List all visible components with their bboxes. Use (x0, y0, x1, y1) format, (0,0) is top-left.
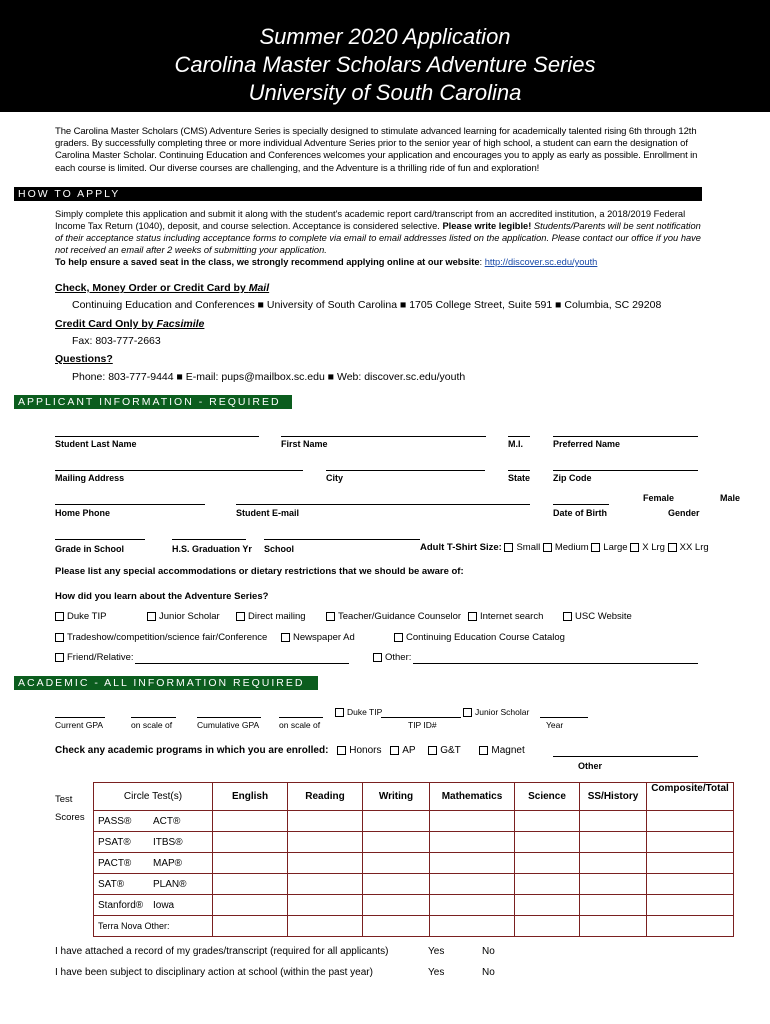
school-line[interactable] (264, 539, 420, 540)
grade-label: Grade in School (55, 544, 125, 554)
source-direct-mailing[interactable] (236, 611, 306, 622)
dob-line[interactable] (553, 504, 609, 505)
learn-question: How did you learn about the Adventure Series? (55, 591, 269, 602)
discipline-yes[interactable]: Yes (428, 967, 445, 978)
score-cell[interactable] (363, 811, 430, 832)
score-cell[interactable] (580, 832, 647, 853)
score-cell[interactable] (213, 874, 288, 895)
checkbox-icon (373, 653, 382, 662)
tshirt-xlrg-label: X Lrg (642, 542, 665, 553)
score-cell[interactable] (580, 895, 647, 916)
score-cell[interactable] (288, 811, 363, 832)
current-gpa-label: Current GPA (55, 720, 104, 730)
grade-line[interactable] (55, 539, 145, 540)
program-other-label: Other (578, 761, 603, 771)
accommodations-question: Please list any special accommodations or dietary restrictions that we should be aware of: (55, 566, 464, 577)
th-mathematics: Mathematics (430, 783, 515, 811)
source-label: Teacher/Guidance Counselor (338, 611, 462, 622)
score-cell[interactable] (288, 895, 363, 916)
junior-scholar-option[interactable] (463, 707, 529, 717)
score-cell[interactable] (580, 853, 647, 874)
test-option-cell[interactable] (94, 895, 213, 916)
score-cell[interactable] (430, 832, 515, 853)
contact-info: Phone: 803-777-9444 ■ E-mail: pups@mailbox.sc.edu ■ Web: discover.sc.edu/youth (72, 371, 466, 383)
fax-heading-facsimile: Facsimile (156, 318, 205, 330)
header-title-line3: University of South Carolina (248, 80, 522, 105)
checkbox-icon (630, 543, 639, 552)
checkbox-icon (326, 612, 335, 621)
attached-yes[interactable]: Yes (428, 946, 445, 957)
city-label: City (326, 473, 344, 483)
source-duke-tip[interactable] (55, 611, 106, 622)
score-cell[interactable] (515, 874, 580, 895)
score-cell[interactable] (430, 853, 515, 874)
score-cell[interactable] (213, 916, 288, 937)
page-header (0, 0, 770, 112)
score-cell[interactable] (647, 895, 734, 916)
questions-heading: Questions? (55, 353, 113, 365)
score-cell[interactable] (363, 895, 430, 916)
score-cell[interactable] (288, 853, 363, 874)
zip-line[interactable] (553, 470, 698, 471)
first-name-label: First Name (281, 439, 328, 449)
score-cell[interactable] (213, 895, 288, 916)
source-label: Tradeshow/competition/science fair/Conference (67, 632, 268, 643)
gender-label: Gender (668, 508, 700, 518)
cumulative-gpa-line[interactable] (197, 717, 261, 718)
hs-grad-label: H.S. Graduation Yr (172, 544, 252, 554)
mail-address: Continuing Education and Conferences ■ University of South Carolina ■ 1705 College Street, Suite 591 ■ Columbia, SC 29208 (72, 299, 662, 311)
junior-scholar-label: Junior Scholar (475, 707, 530, 717)
mi-label: M.I. (508, 439, 523, 449)
source-usc-website[interactable] (563, 611, 632, 622)
scale-2-line[interactable] (279, 717, 323, 718)
source-label: USC Website (575, 611, 632, 622)
how-to-apply-online: To help ensure a saved seat in the class, we strongly recommend applying online at our website (55, 257, 480, 267)
source-catalog[interactable] (394, 632, 565, 643)
hs-grad-line[interactable] (172, 539, 246, 540)
programs-group (55, 745, 525, 756)
zip-label: Zip Code (553, 473, 592, 483)
tshirt-xxlrg[interactable] (668, 542, 709, 553)
tshirt-size-group (420, 542, 709, 553)
score-cell[interactable] (288, 832, 363, 853)
program-ap[interactable] (390, 745, 415, 756)
test-option-cell[interactable] (94, 832, 213, 853)
score-cell[interactable] (580, 916, 647, 937)
mail-heading-mail: Mail (248, 282, 270, 294)
tshirt-medium-label: Medium (554, 542, 589, 553)
score-cell[interactable] (288, 874, 363, 895)
th-science: Science (515, 783, 580, 811)
scale-1-label: on scale of (131, 720, 173, 730)
th-english: English (213, 783, 288, 811)
mailing-address-label: Mailing Address (55, 473, 125, 483)
program-other-line[interactable] (553, 756, 698, 757)
duke-tip-option[interactable] (335, 707, 382, 717)
source-label: Newspaper Ad (293, 632, 355, 643)
score-cell[interactable] (647, 916, 734, 937)
source-label: Internet search (480, 611, 544, 622)
how-to-apply-text1: Simply complete this application and submit it along with the student's academic report card/transcript from an accredited institution, a 2018/2019 Federal Income Tax Return (1040), deposit, and course selection. Acceptance is considered selective. (55, 209, 686, 231)
how-to-apply-notification: Students/Parents will be sent notification of their acceptance status including acceptance forms to complete via email to email addresses listed on the application. Please contact our office if you have not received an email after 2 weeks of submitting your application. (55, 221, 701, 255)
source-internet[interactable] (468, 611, 543, 622)
score-cell[interactable] (647, 874, 734, 895)
checkbox-icon (55, 653, 64, 662)
table-row (94, 832, 734, 853)
source-junior-scholar[interactable] (147, 611, 220, 622)
program-label: G&T (440, 745, 461, 756)
last-name-line[interactable] (55, 436, 259, 437)
tshirt-medium[interactable] (543, 542, 589, 553)
home-phone-label: Home Phone (55, 508, 111, 518)
source-other-label: Other: (385, 652, 412, 663)
header-title-line1: Summer 2020 Application (259, 24, 511, 49)
current-gpa-line[interactable] (55, 717, 105, 718)
other-source-line[interactable] (413, 663, 698, 664)
checkbox-icon (55, 633, 64, 642)
cumulative-gpa-label: Cumulative GPA (197, 720, 260, 730)
th-circle-tests (94, 783, 213, 811)
test-option: PSAT® (98, 836, 131, 848)
test-option-cell[interactable] (94, 853, 213, 874)
checkbox-icon (236, 612, 245, 621)
discipline-statement: I have been subject to disciplinary action at school (within the past year) (55, 967, 373, 978)
program-gt[interactable] (428, 745, 460, 756)
source-label: Direct mailing (248, 611, 306, 622)
attached-no[interactable]: No (482, 946, 495, 957)
table-row (94, 874, 734, 895)
checkbox-icon (335, 708, 344, 717)
program-magnet[interactable] (479, 745, 524, 756)
checkbox-icon (504, 543, 513, 552)
checkbox-icon (591, 543, 600, 552)
mail-heading-text: Check, Money Order or Credit Card by (55, 282, 249, 294)
program-honors[interactable] (337, 745, 381, 756)
score-cell[interactable] (363, 832, 430, 853)
mi-line[interactable] (508, 436, 530, 437)
tshirt-large[interactable] (591, 542, 627, 553)
score-cell[interactable] (213, 832, 288, 853)
preferred-name-label: Preferred Name (553, 439, 621, 449)
test-option: MAP® (153, 857, 183, 869)
duke-tip-label: Duke TIP (347, 707, 383, 717)
score-cell[interactable] (515, 832, 580, 853)
email-line[interactable] (236, 504, 530, 505)
source-label: Junior Scholar (159, 611, 220, 622)
test-scores-label (55, 791, 85, 827)
test-option: PACT® (98, 857, 132, 869)
state-line[interactable] (508, 470, 530, 471)
fax-heading-text: Credit Card Only by (55, 318, 157, 330)
test-scores-label-line2: Scores (55, 812, 85, 823)
intro-paragraph: The Carolina Master Scholars (CMS) Adventure Series is specially designed to stimulate advanced learning for academically talented rising 6th through 12th graders. By successfully completing three or more individual Adventure Series prior to the senior year of high school, a student can earn the designation of Carolina Master Scholar. Continuing Education and Conferences welcomes your application and encourages you to apply as early as possible. Enrollment in each course is limited. Our diverse courses are challenging, and the Adventure is a thrilling ride of fun and exploration! (55, 126, 698, 174)
school-label: School (264, 544, 295, 554)
test-option: Stanford® (98, 899, 144, 911)
source-tradeshow[interactable] (55, 632, 267, 643)
checkbox-icon (428, 746, 437, 755)
attached-statement: I have attached a record of my grades/transcript (required for all applicants) (55, 946, 389, 957)
source-newspaper[interactable] (281, 632, 355, 643)
checkbox-icon (55, 612, 64, 621)
program-label: Magnet (491, 745, 525, 756)
test-option: ITBS® (153, 836, 183, 848)
th-ss-history: SS/History (580, 783, 647, 811)
city-line[interactable] (326, 470, 485, 471)
test-option: PASS® (98, 815, 132, 827)
th-composite: Composite/Total (647, 783, 734, 811)
source-other[interactable] (373, 652, 411, 663)
preferred-name-line[interactable] (553, 436, 698, 437)
home-phone-line[interactable] (55, 504, 205, 505)
female-option[interactable]: Female (643, 493, 675, 503)
table-row (94, 895, 734, 916)
tshirt-large-label: Large (603, 542, 628, 553)
checkbox-icon (563, 612, 572, 621)
first-name-line[interactable] (281, 436, 486, 437)
fax-heading (55, 318, 204, 330)
source-friend-label: Friend/Relative: (67, 652, 134, 663)
mailing-address-line[interactable] (55, 470, 303, 471)
score-cell[interactable] (647, 811, 734, 832)
test-option: Iowa (153, 899, 175, 911)
how-to-apply-text: Simply complete this application and submit it along with the student's academic report card/transcript from an accredited institution, a 2018/2019 Federal Income Tax Return (1040), deposit, and course selection. Acceptance is considered selective. Please write legible! Students/Parents will be sent notification of their acceptance status including acceptance forms to complete via email to email addresses listed on the application. Please contact our office if you have not received an email after 2 weeks of submitting your application. To help ensure a saved seat in the class, we strongly recommend applying online at our website: http://discover.sc.edu/youth (55, 209, 701, 267)
program-label: Honors (349, 745, 382, 756)
table-row (94, 853, 734, 874)
website-link[interactable]: http://discover.sc.edu/youth (484, 257, 598, 267)
score-cell[interactable] (213, 811, 288, 832)
score-cell[interactable] (288, 916, 363, 937)
checkbox-icon (463, 708, 472, 717)
tshirt-size-label: Adult T-Shirt Size: (420, 542, 502, 553)
scale-1-line[interactable] (131, 717, 176, 718)
year-line[interactable] (540, 717, 588, 718)
dob-label: Date of Birth (553, 508, 607, 518)
th-reading: Reading (288, 783, 363, 811)
source-label: Duke TIP (67, 611, 107, 622)
tshirt-xlrg[interactable] (630, 542, 665, 553)
male-option[interactable]: Male (720, 493, 741, 503)
score-cell[interactable] (647, 853, 734, 874)
checkbox-icon (668, 543, 677, 552)
checkbox-icon (468, 612, 477, 621)
th-circle-tests-label: Circle Test(s) (123, 791, 183, 802)
test-option-cell[interactable] (94, 811, 213, 832)
score-cell[interactable] (580, 874, 647, 895)
tshirt-small-label: Small (516, 542, 541, 553)
tip-id-label: TIP ID# (408, 720, 437, 730)
score-cell[interactable] (363, 853, 430, 874)
score-cell[interactable] (430, 811, 515, 832)
last-name-label: Student Last Name (55, 439, 137, 449)
fax-number: Fax: 803-777-2663 (72, 335, 161, 347)
checkbox-icon (543, 543, 552, 552)
friend-line[interactable] (135, 663, 349, 664)
tshirt-xxlrg-label: XX Lrg (679, 542, 709, 553)
source-friend[interactable] (55, 652, 134, 663)
duke-tip-line[interactable] (381, 717, 461, 718)
discipline-no[interactable]: No (482, 967, 495, 978)
score-cell[interactable] (363, 916, 430, 937)
table-row (94, 811, 734, 832)
checkbox-icon (479, 746, 488, 755)
tshirt-small[interactable] (504, 542, 540, 553)
test-option-cell[interactable] (94, 874, 213, 895)
score-cell[interactable] (430, 895, 515, 916)
source-teacher[interactable] (326, 611, 461, 622)
how-to-apply-legible: Please write legible! (442, 221, 532, 231)
score-cell[interactable] (515, 895, 580, 916)
score-cell[interactable] (363, 874, 430, 895)
terra-nova-other[interactable]: Terra Nova Other: (94, 916, 213, 937)
table-row (94, 916, 734, 937)
header-title-line2: Carolina Master Scholars Adventure Series (174, 52, 596, 77)
th-writing: Writing (363, 783, 430, 811)
test-option: SAT® (98, 878, 125, 890)
test-scores-table (93, 782, 734, 937)
checkbox-icon (147, 612, 156, 621)
test-option: ACT® (153, 815, 181, 827)
score-cell[interactable] (430, 916, 515, 937)
email-label: Student E-mail (236, 508, 300, 518)
program-label: AP (402, 745, 416, 756)
score-cell[interactable] (515, 916, 580, 937)
year-label: Year (546, 720, 564, 730)
checkbox-icon (281, 633, 290, 642)
checkbox-icon (390, 746, 399, 755)
how-to-apply-heading: HOW TO APPLY (14, 187, 702, 201)
programs-question: Check any academic programs in which you are enrolled: (55, 745, 329, 756)
state-label: State (508, 473, 531, 483)
source-label: Continuing Education Course Catalog (406, 632, 565, 643)
score-cell[interactable] (515, 853, 580, 874)
test-option: PLAN® (153, 878, 187, 890)
score-cell[interactable] (213, 853, 288, 874)
checkbox-icon (394, 633, 403, 642)
scale-2-label: on scale of (279, 720, 321, 730)
academic-heading: ACADEMIC - ALL INFORMATION REQUIRED (14, 676, 318, 690)
checkbox-icon (337, 746, 346, 755)
score-cell[interactable] (515, 811, 580, 832)
test-scores-label-line1: Test (55, 794, 73, 805)
score-cell[interactable] (580, 811, 647, 832)
score-cell[interactable] (647, 832, 734, 853)
applicant-info-heading: APPLICANT INFORMATION - REQUIRED (14, 395, 292, 409)
mail-heading (55, 282, 269, 294)
score-cell[interactable] (430, 874, 515, 895)
